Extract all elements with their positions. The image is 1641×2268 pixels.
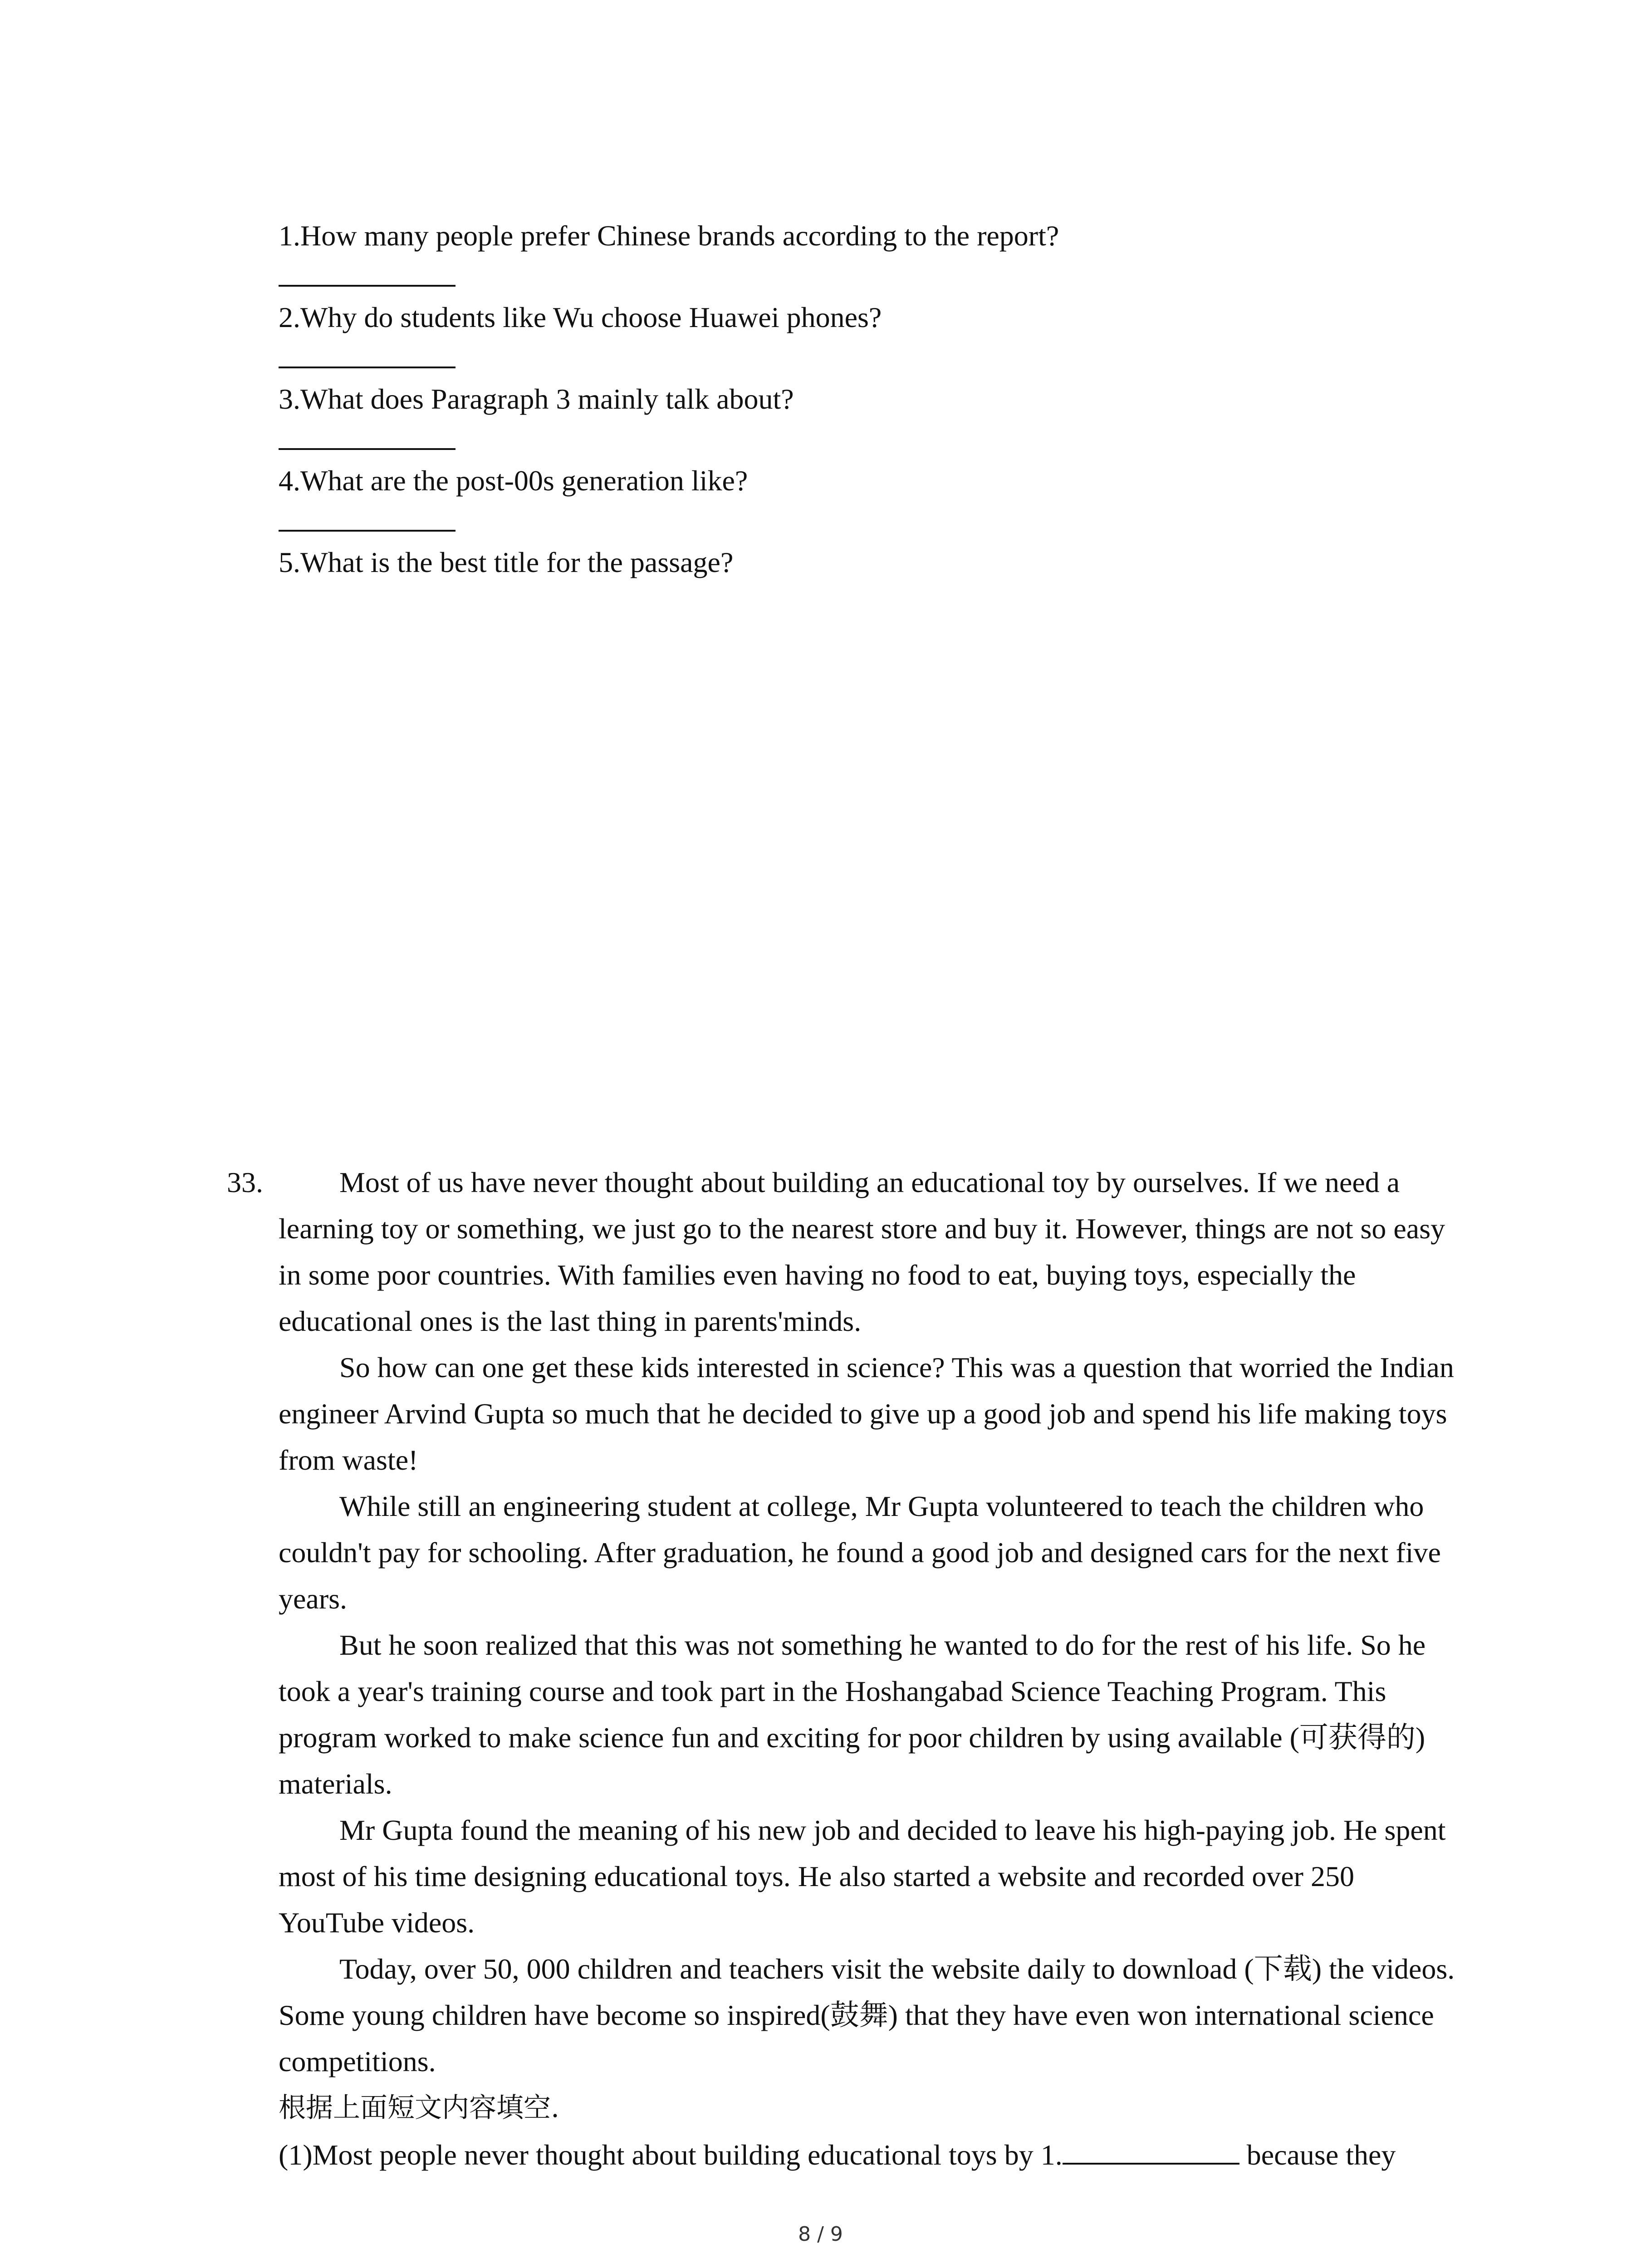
question-5: 5.What is the best title for the passage? — [279, 546, 734, 578]
question-number: 33. — [227, 1166, 263, 1198]
fill-in-prefix: (1)Most people never thought about building educational toys by 1. — [279, 2139, 1063, 2171]
passage-paragraph-1: Most of us have never thought about building an educational toy by ourselves. If we need a learning toy or something, we just go to the nearest store and buy it. However, things are not so easy in some poor countries. With families even having no food to eat, buying toys, especially the educational ones is the last thing in parents'minds. — [279, 1166, 1445, 1337]
passage-body — [279, 1159, 1461, 2178]
fill-in-item-1 — [279, 2131, 1461, 2178]
fill-in-suffix: because they — [1239, 2139, 1396, 2171]
fill-in-blank-1[interactable] — [1063, 2131, 1239, 2165]
question-3: 3.What does Paragraph 3 mainly talk about? — [279, 383, 794, 415]
passage-paragraph-5: Mr Gupta found the meaning of his new job and decided to leave his high-paying job. He spent most of his time designing educational toys. He also started a website and recorded over 250 YouTube videos. — [279, 1814, 1446, 1939]
reading-passage — [227, 1159, 1461, 2178]
question-4: 4.What are the post-00s generation like? — [279, 464, 748, 497]
page-number: 8 / 9 — [798, 2223, 843, 2246]
passage-paragraph-4: But he soon realized that this was not something he wanted to do for the rest of his life. So he took a year's training course and took part in the Hoshangabad Science Teaching Program. This program worked to make science fun and exciting for poor children by using available (可获得的) materials. — [279, 1629, 1426, 1800]
passage-paragraph-2: So how can one get these kids interested in science? This was a question that worried the Indian engineer Arvind Gupta so much that he decided to give up a good job and spend his life making toys from waste! — [279, 1351, 1454, 1476]
passage-paragraph-3: While still an engineering student at college, Mr Gupta volunteered to teach the children who couldn't pay for schooling. After graduation, he found a good job and designed cars for the next five years. — [279, 1490, 1441, 1615]
question-list — [279, 218, 1504, 581]
fill-in-instruction: 根据上面短文内容填空. — [279, 2092, 560, 2124]
question-2: 2.Why do students like Wu choose Huawei phones? — [279, 301, 882, 333]
question-1: 1.How many people prefer Chinese brands according to the report? — [279, 220, 1059, 252]
passage-paragraph-6: Today, over 50, 000 children and teachers visit the website daily to download (下载) the videos. Some young children have become so inspired(鼓舞) that they have even won international science competitions. — [279, 1953, 1455, 2077]
